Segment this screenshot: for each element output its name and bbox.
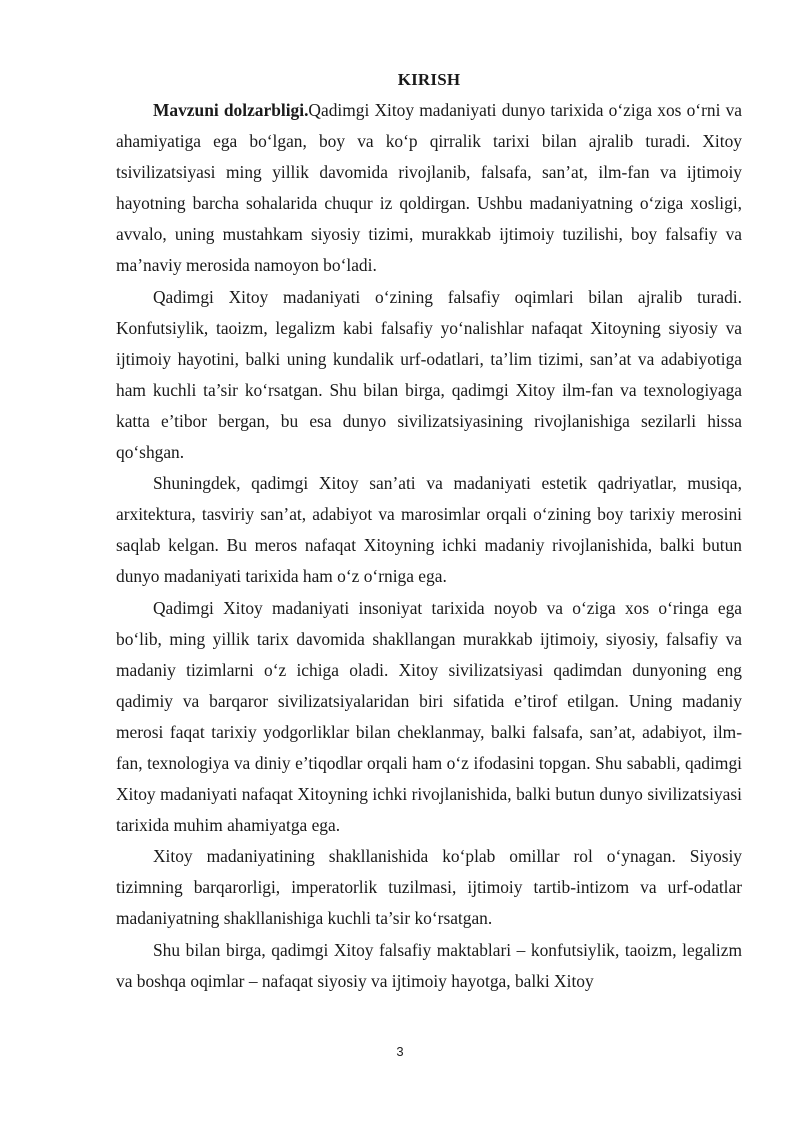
paragraph-lead: Mavzuni dolzarbligi. — [153, 100, 309, 120]
paragraph-2: Qadimgi Xitoy madaniyati o‘zining falsafiy oqimlari bilan ajralib turadi. Konfutsiylik, taoizm, legalizm kabi falsafiy yo‘nalishlar nafaqat Xitoyning siyosiy va ijtimoiy hayotini, balki uning kundalik urf-odatlari, ta’lim tizimi, san’at va adabiyotiga ham kuchli ta’sir ko‘rsatgan. Shu bilan birga, qadimgi Xitoy ilm-fan va texnologiyaga katta e’tibor bergan, bu esa dunyo sivilizatsiyasining rivojlanishiga sezilarli hissa qo‘shgan. — [116, 286, 742, 463]
document-page — [116, 70, 742, 997]
section-title: KIRISH — [397, 70, 461, 89]
paragraph-text: Qadimgi Xitoy madaniyati dunyo tarixida o‘ziga xos o‘rni va ahamiyatiga ega bo‘lgan, boy va ko‘p qirralik tarixi bilan ajralib turadi. Xitoy tsivilizatsiyasi ming yillik davomida rivojlanib, falsafa, san’at, ilm-fan va ijtimoiy hayotning barcha sohalarida chuqur iz qoldirgan. Ushbu madaniyatning o‘ziga xosligi, avvalo, uning mustahkam siyosiy tizimi, murakkab ijtimoiy tuzilishi, boy falsafiy va ma’naviy merosida namoyon bo‘ladi. — [116, 100, 742, 276]
paragraph-6: Shu bilan birga, qadimgi Xitoy falsafiy maktablari – konfutsiylik, taoizm, legalizm va boshqa oqimlar – nafaqat siyosiy va ijtimoiy hayotga, balki Xitoy — [116, 939, 742, 991]
page-number: 3 — [396, 1044, 404, 1059]
paragraph-1 — [116, 95, 742, 282]
paragraph-5: Xitoy madaniyatining shakllanishida ko‘plab omillar rol o‘ynagan. Siyosiy tizimning barqarorligi, imperatorlik tuzilmasi, ijtimoiy tartib-intizom va urf-odatlar madaniyatning shakllanishiga kuchli ta’sir ko‘rsatgan. — [116, 846, 742, 929]
paragraph-3: Shuningdek, qadimgi Xitoy san’ati va madaniyati estetik qadriyatlar, musiqa, arxitektura, tasviriy san’at, adabiyot va marosimlar orqali o‘zining boy tarixiy merosini saqlab kelgan. Bu meros nafaqat Xitoyning ichki madaniy rivojlanishida, balki butun dunyo madaniyati tarixida ham o‘z o‘rniga ega. — [116, 473, 742, 587]
paragraph-4: Qadimgi Xitoy madaniyati insoniyat tarixida noyob va o‘ziga xos o‘ringa ega bo‘lib, ming yillik tarix davomida shakllangan murakkab ijtimoiy, siyosiy, falsafiy va madaniy tizimlarni o‘z ichiga oladi. Xitoy sivilizatsiyasi qadimdan dunyoning eng qadimiy va barqaror sivilizatsiyalaridan biri sifatida e’tirof etilgan. Uning madaniy merosi faqat tarixiy yodgorliklar bilan cheklanmay, balki falsafa, san’at, adabiyot, ilm-fan, texnologiya va diniy e’tiqodlar orqali ham o‘z ifodasini topgan. Shu sababli, qadimgi Xitoy madaniyati nafaqat Xitoyning ichki rivojlanishida, balki butun dunyo sivilizatsiyasi tarixida muhim ahamiyatga ega. — [116, 597, 742, 836]
